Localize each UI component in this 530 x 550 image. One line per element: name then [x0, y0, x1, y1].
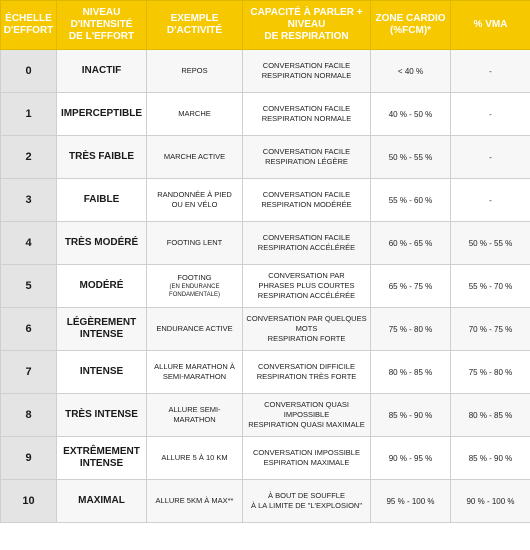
talk-breath-cell: CONVERSATION PAR PHRASES PLUS COURTES RESPIRATION ACCÉLÉRÉE [243, 265, 371, 308]
talk-breath-cell: CONVERSATION IMPOSSIBLE ESPIRATION MAXIMALE [243, 437, 371, 480]
table-row [1, 480, 530, 523]
cardio-zone-cell: 40 % - 50 % [371, 93, 451, 136]
vma-cell: 75 % - 80 % [451, 351, 530, 394]
vma-cell: - [451, 93, 530, 136]
intensity-cell: TRÈS FAIBLE [57, 136, 147, 179]
talk-breath-cell: À BOUT DE SOUFFLE À LA LIMITE DE "L'EXPLOSION" [243, 480, 371, 523]
header-scale: ÉCHELLE D'EFFORT [1, 1, 57, 50]
cardio-zone-cell: 85 % - 90 % [371, 394, 451, 437]
effort-scale-cell: 4 [1, 222, 57, 265]
talk-breath-cell: CONVERSATION FACILE RESPIRATION LÉGÈRE [243, 136, 371, 179]
effort-scale-cell: 6 [1, 308, 57, 351]
intensity-cell: MODÉRÉ [57, 265, 147, 308]
talk-breath-cell: CONVERSATION FACILE RESPIRATION ACCÉLÉRÉE [243, 222, 371, 265]
table-body [1, 50, 530, 523]
table-row [1, 437, 530, 480]
effort-scale-cell: 7 [1, 351, 57, 394]
cardio-zone-cell: 90 % - 95 % [371, 437, 451, 480]
effort-scale-cell: 8 [1, 394, 57, 437]
intensity-cell: INACTIF [57, 50, 147, 93]
table-row [1, 308, 530, 351]
cardio-zone-cell: 95 % - 100 % [371, 480, 451, 523]
activity-cell: ENDURANCE ACTIVE [147, 308, 243, 351]
cardio-zone-cell: 80 % - 85 % [371, 351, 451, 394]
activity-cell: ALLURE MARATHON À SEMI-MARATHON [147, 351, 243, 394]
table-header [1, 1, 530, 50]
cardio-zone-cell: 60 % - 65 % [371, 222, 451, 265]
vma-cell: 90 % - 100 % [451, 480, 530, 523]
activity-cell: FOOTING LENT [147, 222, 243, 265]
vma-cell: 55 % - 70 % [451, 265, 530, 308]
table-row [1, 222, 530, 265]
vma-cell: 80 % - 85 % [451, 394, 530, 437]
cardio-zone-cell: 50 % - 55 % [371, 136, 451, 179]
table-row [1, 265, 530, 308]
table-row [1, 351, 530, 394]
activity-cell: RANDONNÉE À PIED OU EN VÉLO [147, 179, 243, 222]
effort-scale-cell: 0 [1, 50, 57, 93]
talk-breath-cell: CONVERSATION DIFFICILE RESPIRATION TRÈS FORTE [243, 351, 371, 394]
talk-breath-cell: CONVERSATION FACILE RESPIRATION NORMALE [243, 50, 371, 93]
activity-cell: MARCHE ACTIVE [147, 136, 243, 179]
vma-cell: 85 % - 90 % [451, 437, 530, 480]
table-row [1, 93, 530, 136]
vma-cell: - [451, 50, 530, 93]
activity-cell: FOOTING (EN ENDURANCE FONDAMENTALE) [147, 265, 243, 308]
effort-scale-cell: 10 [1, 480, 57, 523]
talk-breath-cell: CONVERSATION PAR QUELQUES MOTS RESPIRATION FORTE [243, 308, 371, 351]
vma-cell: 50 % - 55 % [451, 222, 530, 265]
talk-breath-cell: CONVERSATION FACILE RESPIRATION NORMALE [243, 93, 371, 136]
table-row [1, 394, 530, 437]
intensity-cell: EXTRÊMEMENT INTENSE [57, 437, 147, 480]
intensity-cell: MAXIMAL [57, 480, 147, 523]
header-activity: EXEMPLE D'ACTIVITÉ [147, 1, 243, 50]
header-talk: CAPACITÉ À PARLER + NIVEAU DE RESPIRATION [243, 1, 371, 50]
effort-scale-cell: 2 [1, 136, 57, 179]
talk-breath-cell: CONVERSATION FACILE RESPIRATION MODÉRÉE [243, 179, 371, 222]
intensity-cell: LÉGÈREMENT INTENSE [57, 308, 147, 351]
cardio-zone-cell: 65 % - 75 % [371, 265, 451, 308]
effort-scale-cell: 5 [1, 265, 57, 308]
intensity-cell: TRÈS INTENSE [57, 394, 147, 437]
effort-scale-cell: 3 [1, 179, 57, 222]
intensity-cell: IMPERCEPTIBLE [57, 93, 147, 136]
talk-breath-cell: CONVERSATION QUASI IMPOSSIBLE RESPIRATION QUASI MAXIMALE [243, 394, 371, 437]
header-intensity: NIVEAU D'INTENSITÉ DE L'EFFORT [57, 1, 147, 50]
intensity-cell: FAIBLE [57, 179, 147, 222]
intensity-cell: INTENSE [57, 351, 147, 394]
header-zone: ZONE CARDIO (%FCM)* [371, 1, 451, 50]
cardio-zone-cell: 75 % - 80 % [371, 308, 451, 351]
activity-cell: ALLURE 5KM À MAX** [147, 480, 243, 523]
activity-cell: ALLURE SEMI-MARATHON [147, 394, 243, 437]
intensity-cell: TRÈS MODÉRÉ [57, 222, 147, 265]
vma-cell: - [451, 136, 530, 179]
header-row [1, 1, 530, 50]
vma-cell: 70 % - 75 % [451, 308, 530, 351]
activity-cell: MARCHE [147, 93, 243, 136]
table-row [1, 179, 530, 222]
cardio-zone-cell: < 40 % [371, 50, 451, 93]
effort-scale-cell: 9 [1, 437, 57, 480]
cardio-zone-cell: 55 % - 60 % [371, 179, 451, 222]
activity-cell: ALLURE 5 À 10 KM [147, 437, 243, 480]
table-row [1, 50, 530, 93]
vma-cell: - [451, 179, 530, 222]
header-vma: % VMA [451, 1, 530, 50]
activity-cell: REPOS [147, 50, 243, 93]
table-row [1, 136, 530, 179]
activity-subnote: (EN ENDURANCE FONDAMENTALE) [169, 284, 220, 298]
effort-scale-cell: 1 [1, 93, 57, 136]
